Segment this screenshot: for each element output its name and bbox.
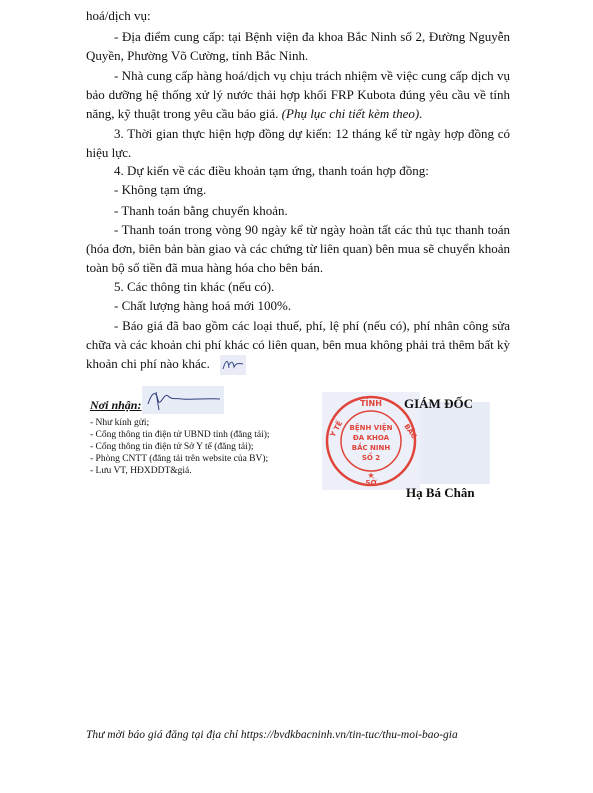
- para-payment-terms-heading: 4. Dự kiến về các điều khoản tạm ứng, thanh toán hợp đồng:: [114, 163, 429, 178]
- appendix-note: (Phụ lục chi tiết kèm theo).: [281, 106, 423, 121]
- para-payment-deadline: - Thanh toán trong vòng 90 ngày kể từ ngày hoàn tất các thủ tục thanh toán (hóa đơn, biên bản bàn giao và các chứng từ liên quan) bên mua sẽ chuyển khoản toàn bộ số tiền đã mua hàng hóa cho bên bán.: [86, 222, 510, 275]
- stamp-top-text: TỈNH: [360, 399, 382, 408]
- para-continued: hoá/dịch vụ:: [86, 8, 151, 23]
- recipients-block: [90, 398, 330, 477]
- recipient-item: - Phòng CNTT (đăng tải trên website của BV);: [90, 454, 269, 464]
- para-no-advance: - Không tạm ứng.: [114, 182, 207, 197]
- para-contract-duration: 3. Thời gian thực hiện hợp đồng dự kiến: 12 tháng kể từ ngày hợp đồng có hiệu lực.: [86, 126, 510, 160]
- recipient-item: - Cổng thông tin điện tử Sở Y tế (đăng tải);: [90, 442, 254, 452]
- stamp-line-3: BẮC NINH: [351, 444, 391, 452]
- recipient-item: - Lưu VT, HĐXDDT&giá.: [90, 466, 192, 476]
- para-quality: - Chất lượng hàng hoá mới 100%.: [114, 298, 292, 313]
- stamp-line-1: BỆNH VIỆN: [349, 424, 393, 432]
- signer-name: Hạ Bá Chân: [406, 485, 475, 500]
- recipient-item: - Cổng thông tin điện tử UBND tỉnh (đăng tải);: [90, 430, 270, 440]
- stamp-bottom-text: SỞ: [365, 479, 377, 487]
- stamp-right-text: BẮC: [402, 422, 419, 441]
- initials-signature: [220, 355, 246, 375]
- footer-note: Thư mời báo giá đăng tại địa chỉ https://bvdkbacninh.vn/tin-tuc/thu-moi-bao-gia: [86, 729, 458, 741]
- stamp-line-2: ĐA KHOA: [352, 434, 390, 442]
- signer-role: GIÁM ĐỐC: [404, 396, 473, 411]
- recipient-item: - Như kính gửi;: [90, 418, 150, 428]
- para-bank-transfer: - Thanh toán bằng chuyển khoản.: [114, 203, 288, 218]
- stamp-line-4: SỐ 2: [361, 454, 381, 462]
- para-supplier-responsibility: - Nhà cung cấp hàng hoá/dịch vụ chịu trách nhiệm về việc cung cấp dịch vụ bảo dưỡng hệ thống xử lý nước thải hợp khối FRP Kubota đúng yêu cầu về tính năng, kỹ thuật trong yêu cầu báo giá. (Phụ lục chi tiết kèm theo).: [86, 68, 510, 121]
- stamp-star-icon: ★: [367, 471, 375, 480]
- para-price-includes: - Báo giá đã bao gồm các loại thuế, phí, lệ phí (nếu có), phí nhân công sửa chữa và các khoản chi phí khác có liên quan, bên mua không phải trả thêm bất kỳ khoản chi phí nào khác.: [86, 318, 510, 371]
- recipients-list: [90, 417, 330, 477]
- recipients-title: Nơi nhận:: [90, 398, 142, 412]
- para-other-info-heading: 5. Các thông tin khác (nếu có).: [114, 279, 275, 294]
- stamp-left-text: Y TẾ: [328, 419, 345, 439]
- para-delivery-location: - Địa điểm cung cấp: tại Bệnh viện đa khoa Bắc Ninh số 2, Đường Nguyễn Quyền, Phường Võ Cường, tỉnh Bắc Ninh.: [86, 29, 510, 63]
